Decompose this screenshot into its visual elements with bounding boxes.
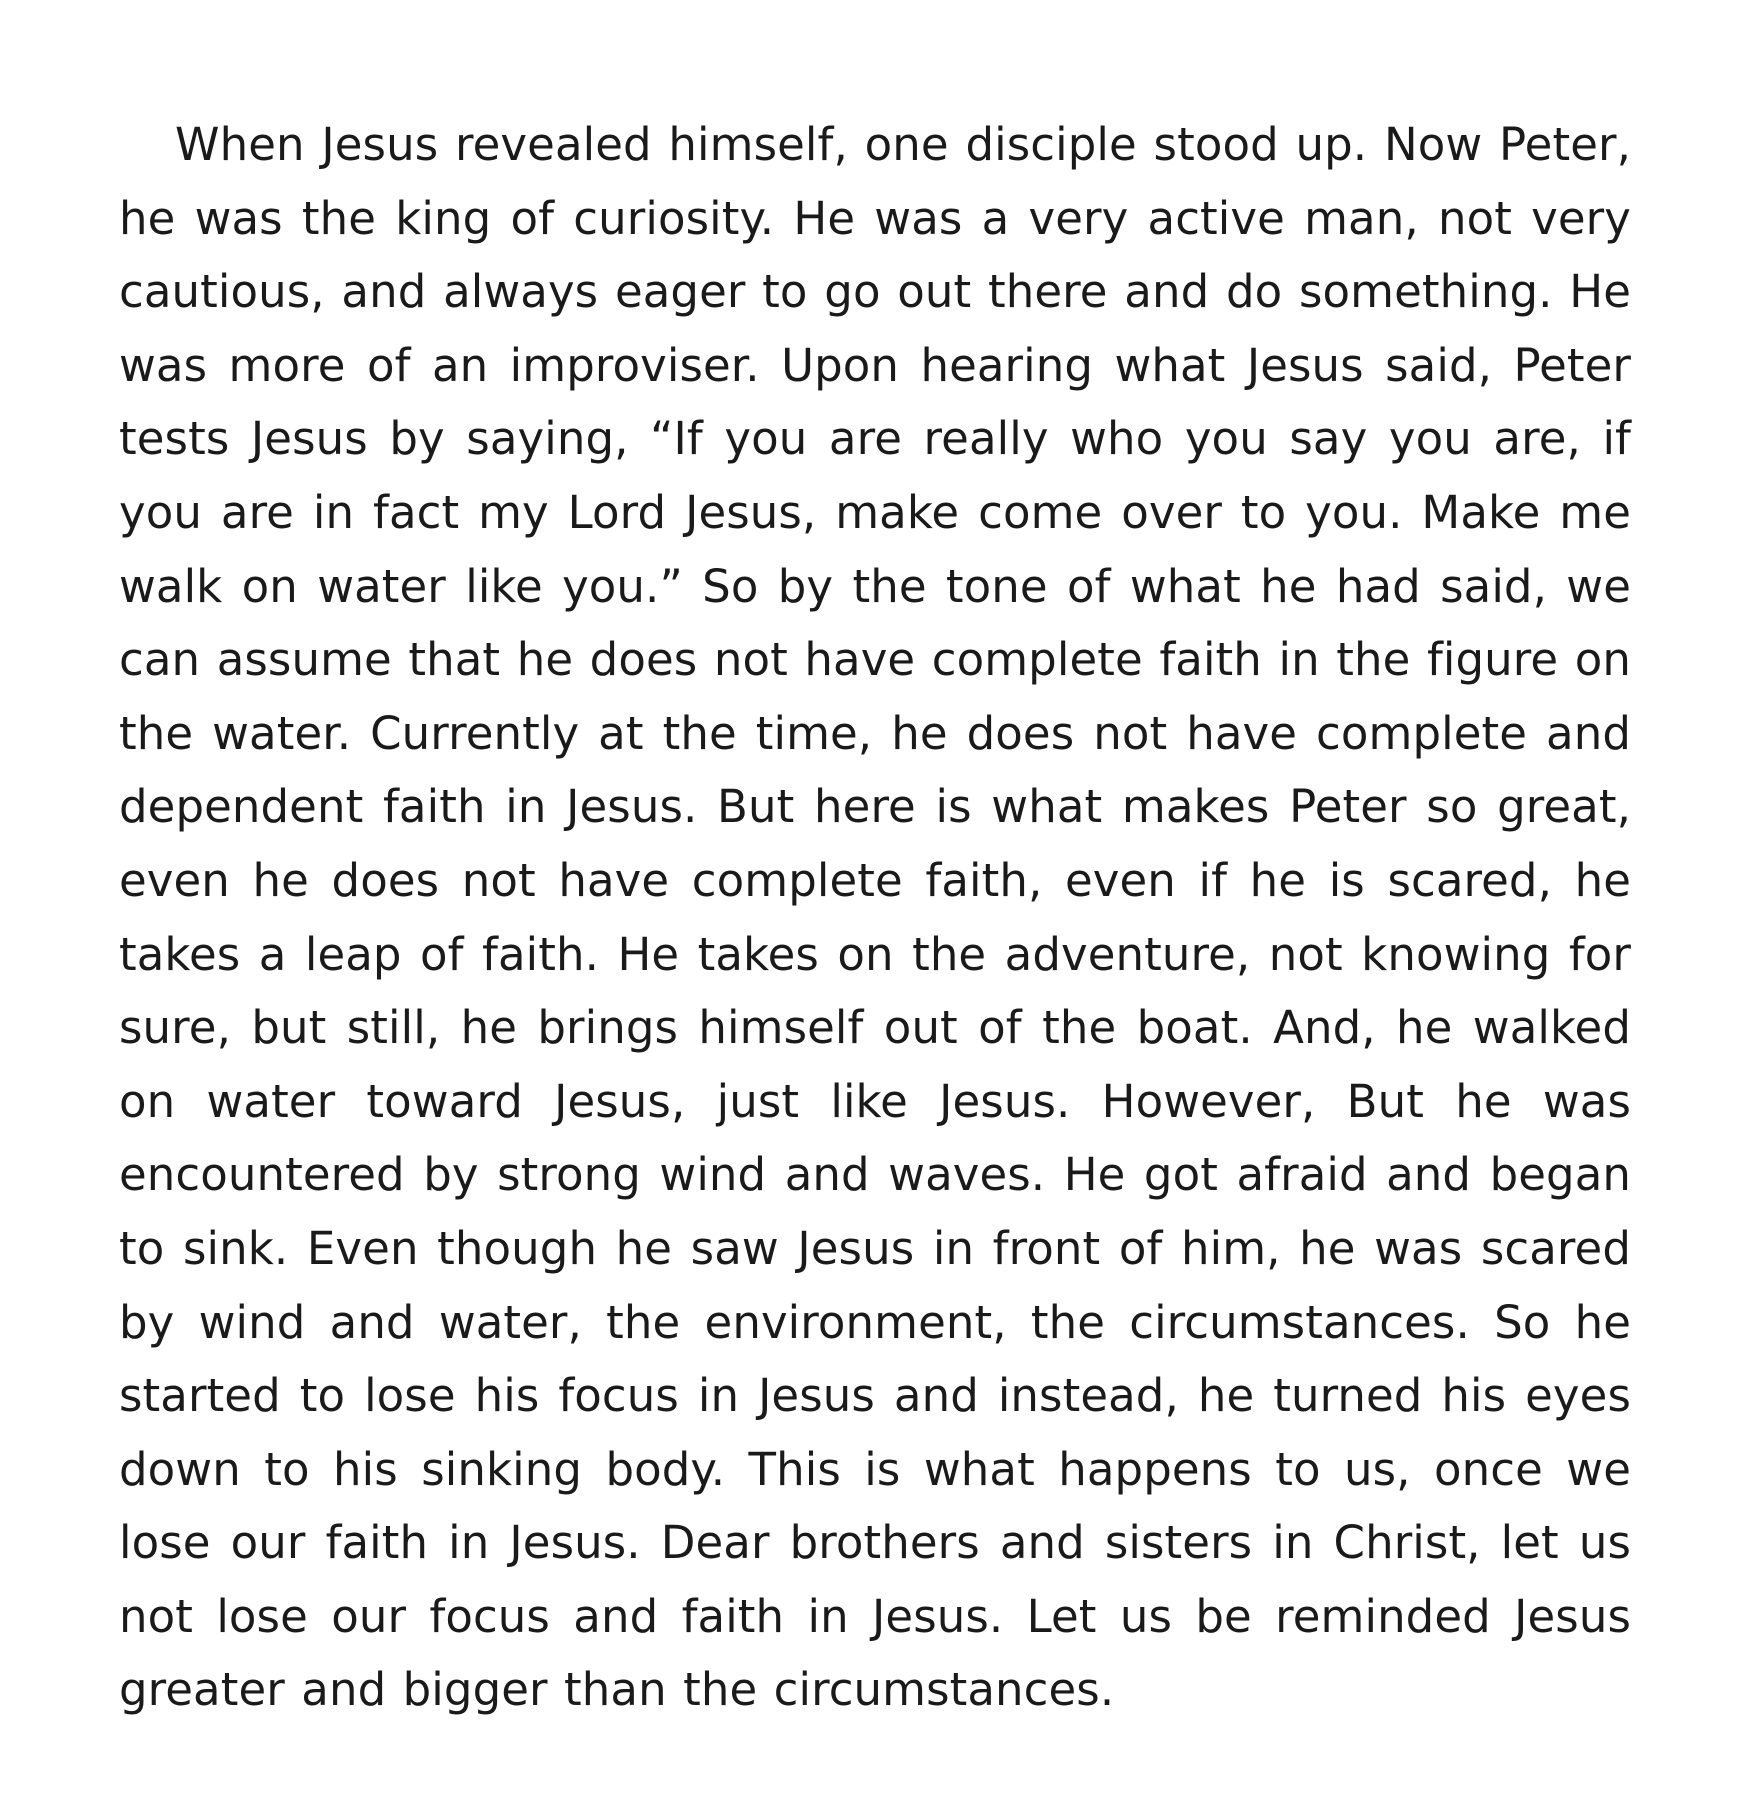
body-paragraph: When Jesus revealed himself, one disciple stood up. Now Peter, he was the king of curiosity. He was a very active man, not very cautious, and always eager to go out there and do something. He was more of an improviser. Upon hearing what Jesus said, Peter tests Jesus by saying, “If you are really who you say you are, if you are in fact my Lord Jesus, make come over to you. Make me walk on water like you.” So by the tone of what he had said, we can assume that he does not have complete faith in the figure on the water. Currently at the time, he does not have complete and dependent faith in Jesus. But here is what makes Peter so great, even he does not have complete faith, even if he is scared, he takes a leap of faith. He takes on the adventure, not knowing for sure, but still, he brings himself out of the boat. And, he walked on water toward Jesus, just like Jesus. However, But he was encountered by strong wind and waves. He got afraid and began to sink. Even though he saw Jesus in front of him, he was scared by wind and water, the environment, the circumstances. So he started to lose his focus in Jesus and instead, he turned his eyes down to his sinking body. This is what happens to us, once we lose our faith in Jesus. Dear brothers and sisters in Christ, let us not lose our focus and faith in Jesus. Let us be reminded Jesus greater and bigger than the circumstances. [119,118,1631,1717]
document-page [119,108,1631,1727]
